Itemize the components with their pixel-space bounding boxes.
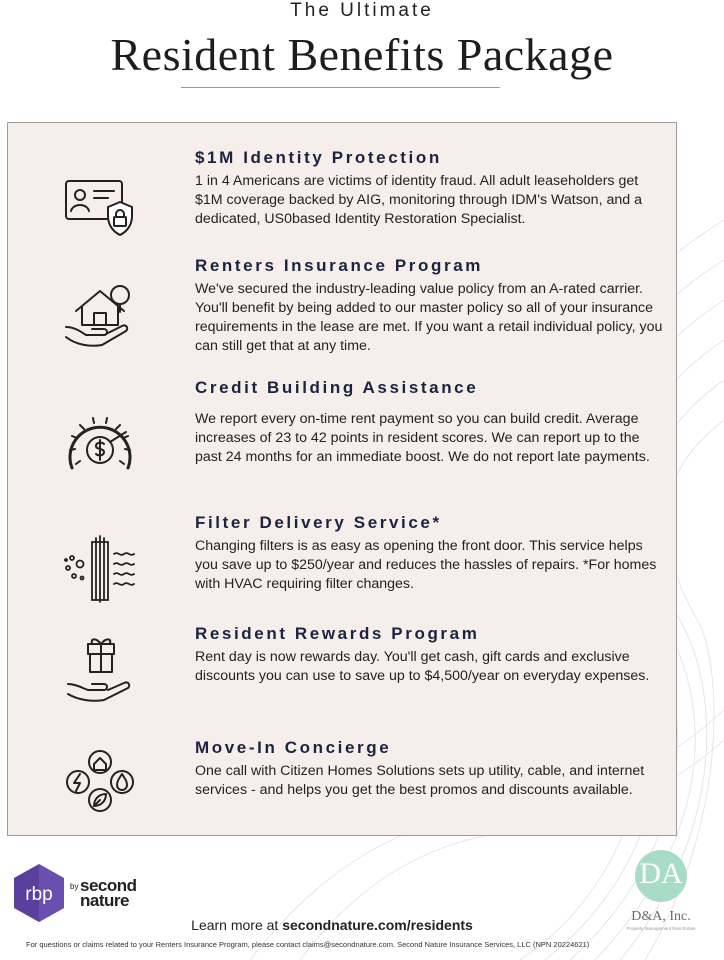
header-subtitle: The Ultimate <box>290 0 434 21</box>
credit-gauge-icon <box>60 406 140 486</box>
section-title: Credit Building Assistance <box>195 378 479 397</box>
second-nature-line1: second <box>80 876 137 895</box>
learn-more <box>0 917 664 933</box>
by-text: by <box>70 882 79 891</box>
second-nature-line2: nature <box>80 891 129 910</box>
section-credit-building <box>195 378 665 467</box>
section-title: Move-In Concierge <box>195 738 392 757</box>
section-identity-protection <box>195 148 665 229</box>
section-body: 1 in 4 Americans are victims of identity fraud. All adult leaseholders get $1M coverage backed by AIG, monitoring through IDM's Watson, and a dedicated, US0based Identity Restoration Specialist. <box>195 173 642 227</box>
section-move-in-concierge <box>195 738 665 800</box>
company-tagline: Property Management Real Estate <box>626 926 696 931</box>
section-body: Rent day is now rewards day. You'll get cash, gift cards and exclusive discounts you can use to save up to $4,500/year on everyday expenses. <box>195 649 650 684</box>
id-card-shield-icon <box>60 167 140 247</box>
learn-more-prefix: Learn more at <box>191 917 283 933</box>
section-body: One call with Citizen Homes Solutions sets up utility, cable, and internet services - and helps you get the best promos and discounts available. <box>195 763 645 798</box>
company-monogram-badge <box>635 850 687 902</box>
section-body: We report every on-time rent payment so you can build credit. Average increases of 23 to 42 points in resident scores. We can report up to the past 24 months for an immediate boost. We do not report late payments. <box>195 411 650 465</box>
rbp-logo-text: rbp <box>25 884 53 905</box>
section-filter-delivery <box>195 513 665 594</box>
section-title: $1M Identity Protection <box>195 148 442 167</box>
section-body: Changing filters is as easy as opening the front door. This service helps you save up to $250/year and reduces the hassles of repairs. *For homes with HVAC requiring filter changes. <box>195 538 657 592</box>
company-logo <box>622 846 700 931</box>
company-name: D&A, Inc. <box>631 909 691 924</box>
footer-disclaimer: For questions or claims related to your Renters Insurance Program, please contact claims@secondnature.com. Second Nature Insurance Services, LLC (NPN 20224621) <box>26 940 590 949</box>
utilities-icon <box>60 742 140 822</box>
learn-more-link[interactable]: secondnature.com/residents <box>282 917 473 933</box>
section-title: Filter Delivery Service* <box>195 513 442 532</box>
gift-hand-icon <box>60 628 140 708</box>
page-title: Resident Benefits Package <box>110 29 614 80</box>
rbp-logo <box>8 862 70 924</box>
section-title: Renters Insurance Program <box>195 256 483 275</box>
title-divider <box>181 87 500 88</box>
section-body: We've secured the industry-leading value policy from an A-rated carrier. You'll benefit by being added to our master policy so all of your insurance requirements in the lease are met. If you want a retail individual policy, you can still get that at any time. <box>195 281 663 354</box>
section-renters-insurance <box>195 256 665 356</box>
air-filter-icon <box>60 528 140 608</box>
section-resident-rewards <box>195 624 665 686</box>
section-title: Resident Rewards Program <box>195 624 480 643</box>
company-monogram: DA <box>639 857 683 890</box>
house-hand-icon <box>60 275 140 355</box>
